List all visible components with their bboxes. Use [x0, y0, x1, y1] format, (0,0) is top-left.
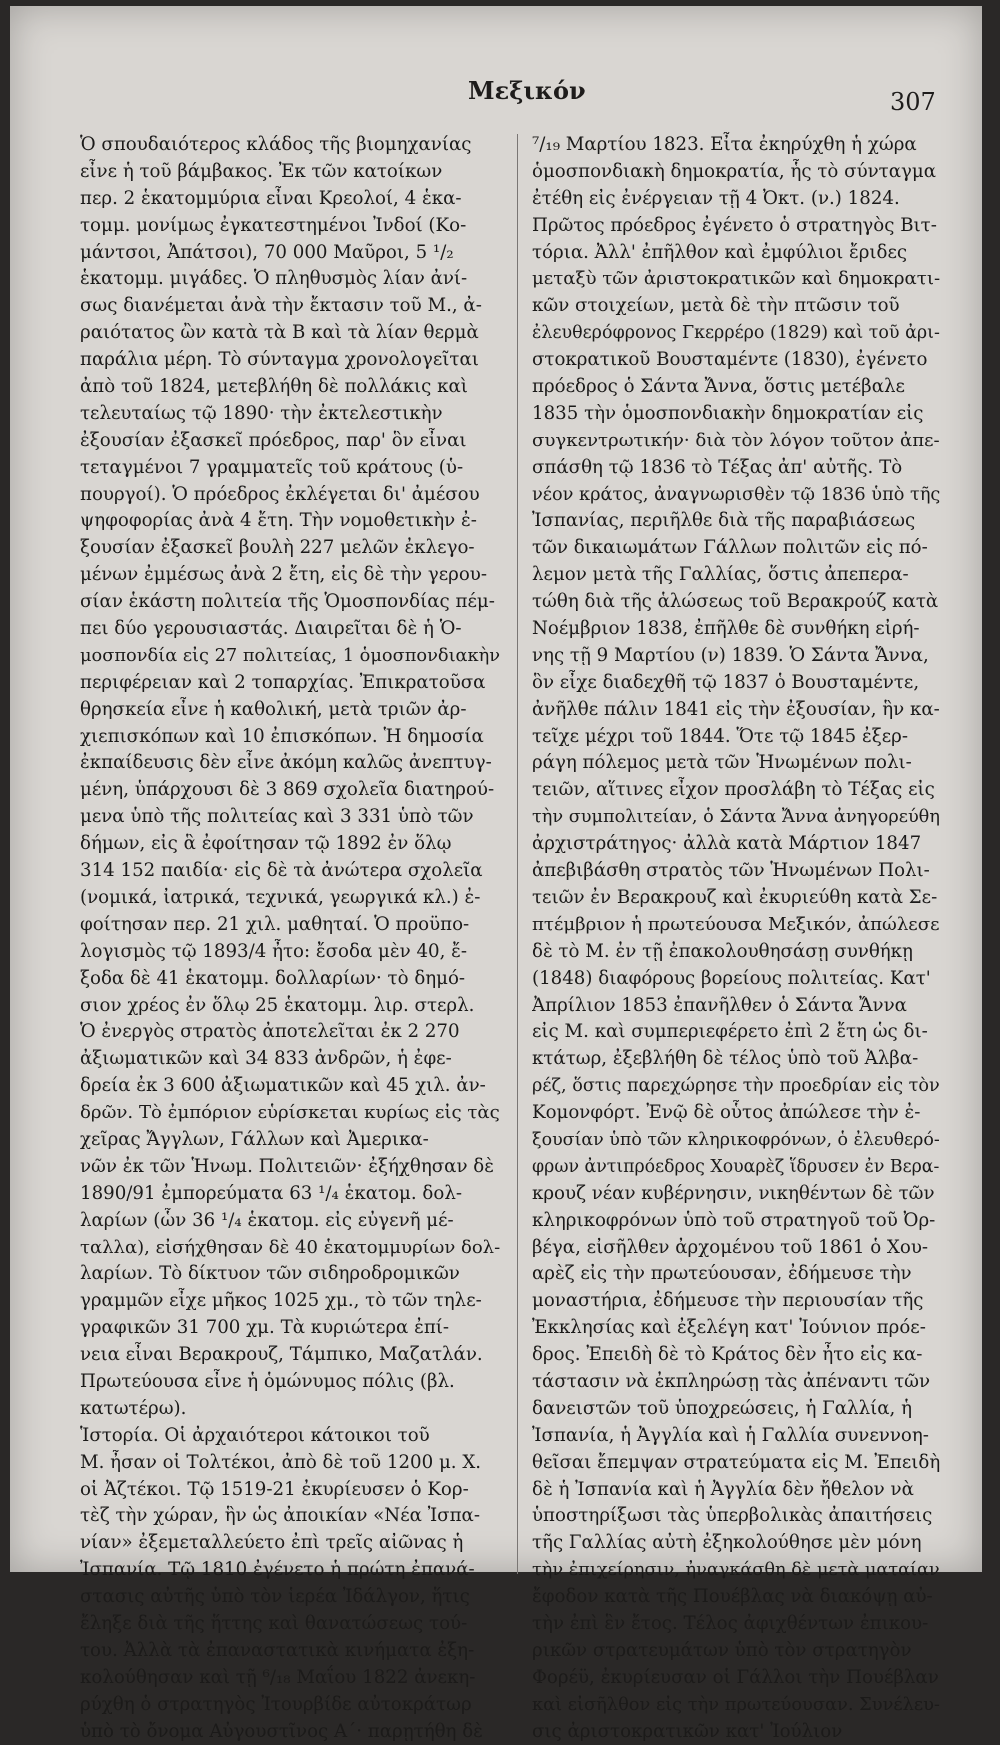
text-line: Ὁ ἐνεργὸς στρατὸς ἀποτελεῖται ἐκ 2 270: [80, 1021, 460, 1043]
text-line: ἀπὸ τοῦ 1824, μετεβλήθη δὲ πολλάκις καὶ: [80, 376, 468, 398]
text-line: 1890/91 ἐμπορεύματα 63 ¹/₄ ἑκατομ. δολ-: [80, 1182, 463, 1204]
text-line: Ἐκκλησίας καὶ ἐξελέγη κατ' Ἰούνιον πρόε-: [532, 1317, 926, 1339]
text-line: θεῖσαι ἔπεμψαν στρατεύματα εἰς Μ. Ἐπειδὴ: [532, 1451, 940, 1473]
text-line: λογισμὸς τῷ 1893/4 ἦτο: ἔσοδα μὲν 40, ἔ-: [80, 940, 468, 962]
text-line: κατωτέρω).: [80, 1397, 187, 1419]
text-line: ἑκατομμ. μιγάδες. Ὁ πληθυσμὸς λίαν ἀνί-: [80, 268, 468, 290]
text-line: χιεπισκόπων καὶ 10 ἐπισκόπων. Ἡ δημοσία: [80, 725, 484, 747]
text-line: περ. 2 ἑκατομμύρια εἶναι Κρεολοί, 4 ἑκα-: [80, 187, 462, 209]
text-line: καὶ εἰσῆλθον εἰς τὴν πρωτεύουσαν. Συνέλευ-: [532, 1693, 940, 1715]
text-line: ἀρχιστράτηγος· ἀλλὰ κατὰ Μάρτιον 1847: [532, 833, 922, 855]
text-line: κτάτωρ, ἐξεβλήθη δὲ τέλος ὑπὸ τοῦ Ἀλβα-: [532, 1048, 919, 1070]
text-line: νης τῇ 9 Μαρτίου (ν) 1839. Ὁ Σάντα Ἄννα,: [532, 644, 929, 666]
text-line: φρων ἀντιπρόεδρος Χουαρὲζ ἵδρυσεν ἐν Βερα-: [532, 1156, 940, 1177]
text-line: οἱ Ἀζτέκοι. Τῷ 1519-21 ἐκυρίευσεν ὁ Κορ-: [80, 1478, 469, 1500]
text-line: τόρια. Ἀλλ' ἐπῆλθον καὶ ἐμφύλιοι ἔριδες: [532, 241, 908, 263]
text-line: ξουσίαν ἐξασκεῖ βουλὴ 227 μελῶν ἐκλεγο-: [80, 537, 475, 559]
text-line: ραιότατος ὢν κατὰ τὰ Β καὶ τὰ λίαν θερμὰ: [80, 322, 479, 344]
text-line: σως διανέμεται ἀνὰ τὴν ἔκτασιν τοῦ Μ., ἀ-: [80, 295, 482, 317]
text-line: σπάσθη τῷ 1836 τὸ Τέξας ἀπ' αὐτῆς. Τὸ: [532, 456, 903, 478]
text-line: Ἀπρίλιον 1853 ἐπανῆλθεν ὁ Σάντα Ἄννα: [532, 994, 907, 1016]
text-line: ἐλευθερόφρονος Γκερρέρο (1829) καὶ τοῦ ἀρι-: [532, 323, 940, 344]
text-line: στοκρατικοῦ Βουσταμέντε (1830), ἐγένετο: [532, 349, 928, 371]
text-line: μοσπονδία εἰς 27 πολιτείας, 1 ὁμοσπονδιακὴν: [80, 645, 500, 666]
text-line: σίαν ἑκάστη πολιτεία τῆς Ὁμοσπονδίας πέμ-: [80, 591, 495, 613]
text-line: Ἱστορία. Οἱ ἀρχαιότεροι κάτοικοι τοῦ: [80, 1424, 430, 1446]
text-line: ράγη πόλεμος μετὰ τῶν Ἡνωμένων πολι-: [532, 752, 912, 774]
text-line: Ἰσπανία, ἡ Ἀγγλία καὶ ἡ Γαλλία συνεννοη-: [532, 1424, 929, 1446]
running-head: Μεξικόν: [468, 76, 586, 105]
text-line: στασις αὐτῆς ὑπὸ τὸν ἱερέα Ἰδάλγον, ἥτις: [80, 1586, 470, 1608]
text-line: ⁷/₁₉ Μαρτίου 1823. Εἶτα ἐκηρύχθη ἡ χώρα: [532, 134, 917, 155]
text-line: 314 152 παιδία· εἰς δὲ τὰ ἀνώτερα σχολεῖα: [80, 860, 483, 882]
text-line: χεῖρας Ἄγγλων, Γάλλων καὶ Ἀμερικα-: [80, 1128, 429, 1150]
text-line: κῶν στοιχείων, μετὰ δὲ τὴν πτῶσιν τοῦ: [532, 295, 900, 317]
text-line: εἰς Μ. καὶ συμπεριεφέρετο ἐπὶ 2 ἔτη ὡς δι-: [532, 1021, 928, 1043]
text-line: συγκεντρωτικήν· διὰ τὸν λόγον τοῦτον ἀπε-: [532, 429, 940, 451]
text-line: Ἰσπανία. Τῷ 1810 ἐγένετο ἡ πρώτη ἐπανά-: [80, 1559, 475, 1581]
text-line: δρος. Ἐπειδὴ δὲ τὸ Κράτος δὲν ἦτο εἰς κα-: [532, 1344, 923, 1366]
text-line: ἀνῆλθε πάλιν 1841 εἰς τὴν ἐξουσίαν, ἣν κα-: [532, 698, 940, 720]
text-line: δανειστῶν τοῦ ὑποχρεώσεις, ἡ Γαλλία, ἡ: [532, 1397, 912, 1419]
text-line: τῆς Γαλλίας αὐτὴ ἐξηκολούθησε μὲν μόνη: [532, 1532, 922, 1554]
column-divider: [517, 134, 518, 1574]
text-line: ρύχθη ὁ στρατηγὸς Ἰτουρβίδε αὐτοκράτωρ: [80, 1693, 472, 1715]
text-line: αρὲζ εἰς τὴν πρωτεύουσαν, ἐδήμευσε τὴν: [532, 1263, 912, 1285]
text-line: Μ. ἦσαν οἱ Τολτέκοι, ἀπὸ δὲ τοῦ 1200 μ. Χ.: [80, 1451, 482, 1473]
text-line: ἐξουσίαν ἐξασκεῖ πρόεδρος, παρ' ὃν εἶναι: [80, 429, 467, 451]
text-line: τὴν ἐπὶ ἓν ἔτος. Τέλος ἀφιχθέντων ἐπικου-: [532, 1612, 929, 1634]
text-line: νίαν» ἐξεμεταλλεύετο ἐπὶ τρεῖς αἰῶνας ἡ: [80, 1532, 464, 1554]
text-line: τειῶν, αἵτινες εἶχον προσλάβη τὸ Τέξας εἰς: [532, 779, 935, 801]
text-line: κολούθησαν καὶ τῇ ⁶/₁₈ Μαΐου 1822 ἀνεκη-: [80, 1666, 476, 1688]
text-line: Νοέμβριον 1838, ἐπῆλθε δὲ συνθήκη εἰρή-: [532, 618, 920, 640]
text-line: τειῶν ἐν Βερακρουζ καὶ ἐκυριεύθη κατὰ Σε-: [532, 886, 938, 908]
text-line: ὑπὸ τὸ ὄνομα Αὐγουστῖνος Α΄· παρῃτήθη δὲ: [80, 1720, 483, 1742]
text-line: μεταξὺ τῶν ἀριστοκρατικῶν καὶ δημοκρατι-: [532, 268, 940, 290]
text-line: κληρικοφρόνων ὑπὸ τοῦ στρατηγοῦ τοῦ Ὀρ-: [532, 1209, 936, 1231]
text-line: (νομικά, ἰατρικά, τεχνικά, γεωργικά κλ.) ἐ-: [80, 886, 481, 908]
text-line: τελευταίως τῷ 1890· τὴν ἐκτελεστικὴν: [80, 402, 443, 424]
text-line: κρουζ νέαν κυβέρνησιν, νικηθέντων δὲ τῶν: [532, 1182, 935, 1204]
text-line: μένων ἐμμέσως ἀνὰ 2 ἔτη, εἰς δὲ τὴν γερου-: [80, 564, 487, 586]
text-line: τὲζ τὴν χώραν, ἣν ὡς ἀποικίαν «Νέα Ἰσπα-: [80, 1505, 480, 1527]
text-line: βέγα, εἰσῆλθεν ἀρχομένου τοῦ 1861 ὁ Χου-: [532, 1236, 929, 1258]
text-line: γραμμῶν εἶχε μῆκος 1025 χμ., τὸ τῶν τηλε-: [80, 1290, 482, 1312]
text-line: Κομονφόρτ. Ἐνῷ δὲ οὗτος ἀπώλεσε τὴν ἐ-: [532, 1102, 921, 1124]
text-line: δρεία ἐκ 3 600 ἀξιωματικῶν καὶ 45 χιλ. ἀν-: [80, 1075, 486, 1097]
text-line: 1835 τὴν ὁμοσπονδιακὴν δημοκρατίαν εἰς: [532, 402, 924, 424]
text-line: μένη, ὑπάρχουσι δὲ 3 869 σχολεῖα διατηρού-: [80, 779, 495, 801]
text-line: δὲ τὸ Μ. ἐν τῇ ἐπακολουθησάσῃ συνθήκῃ: [532, 940, 913, 962]
text-line: Ἰσπανίας, περιῆλθε διὰ τῆς παραβιάσεως: [532, 510, 916, 532]
text-line: νεια εἶναι Βερακρουζ, Τάμπικο, Μαζατλάν.: [80, 1344, 483, 1366]
text-line: πει δύο γερουσιαστάς. Διαιρεῖται δὲ ἡ Ὁ-: [80, 618, 462, 640]
text-line: τὴν ἐπιχείρησιν, ἠναγκάσθη δὲ μετὰ ματαίαν: [532, 1560, 940, 1581]
text-line: τομμ. μονίμως ἐγκατεστημένοι Ἰνδοί (Κο-: [80, 214, 467, 236]
text-line: ξοδα δὲ 41 ἑκατομμ. δολλαρίων· τὸ δημό-: [80, 967, 466, 989]
text-line: πρόεδρος ὁ Σάντα Ἄννα, ὅστις μετέβαλε: [532, 376, 905, 398]
text-line: περιφέρειαν καὶ 2 τοπαρχίας. Ἐπικρατοῦσα: [80, 671, 486, 693]
text-line: ἐτέθη εἰς ἐνέργειαν τῇ 4 Ὀκτ. (ν.) 1824.: [532, 187, 900, 209]
text-line: Πρωτεύουσα εἶνε ἡ ὁμώνυμος πόλις (βλ.: [80, 1370, 455, 1392]
text-line: ἀξιωματικῶν καὶ 34 833 ἀνδρῶν, ἡ ἐφε-: [80, 1048, 452, 1070]
text-line: λεμον μετὰ τῆς Γαλλίας, ὅστις ἀπεπερα-: [532, 564, 909, 586]
text-line: παράλια μέρη. Τὸ σύνταγμα χρονολογεῖται: [80, 349, 479, 371]
text-line: ὁμοσπονδιακὴ δημοκρατία, ἧς τὸ σύνταγμα: [532, 160, 936, 182]
text-line: πουργοί). Ὁ πρόεδρος ἐκλέγεται δι' ἀμέσου: [80, 483, 480, 505]
text-line: νέον κράτος, ἀναγνωρισθὲν τῷ 1836 ὑπὸ τῆς: [532, 484, 940, 505]
text-line: τεταγμένοι 7 γραμματεῖς τοῦ κράτους (ὑ-: [80, 456, 464, 478]
text-line: ρικῶν στρατευμάτων ὑπὸ τὸν στρατηγὸν: [532, 1639, 912, 1661]
text-line: Πρῶτος πρόεδρος ἐγένετο ὁ στρατηγὸς Βιτ-: [532, 214, 937, 236]
text-line: μενα ὑπὸ τῆς πολιτείας καὶ 3 331 ὑπὸ τῶν: [80, 806, 474, 828]
text-line: ρέζ, ὅστις παρεχώρησε τὴν προεδρίαν εἰς τὸν: [532, 1076, 940, 1097]
text-line: σιον χρέος ἐν ὅλῳ 25 ἑκατομμ. λιρ. στερλ.: [80, 994, 475, 1016]
text-line: σις ἀριστοκρατικῶν κατ' Ἰούλιον: [532, 1720, 843, 1742]
text-line: εἶνε ἡ τοῦ βάμβακος. Ἐκ τῶν κατοίκων: [80, 160, 443, 182]
page-number: 307: [890, 88, 936, 116]
text-line: ψηφοφορίας ἀνὰ 4 ἔτη. Τὴν νομοθετικὴν ἐ-: [80, 510, 477, 532]
text-line: μάντσοι, Ἀπάτσοι), 70 000 Μαῦροι, 5 ¹/₂: [80, 241, 454, 263]
text-line: ἀπεβιβάσθη στρατὸς τῶν Ἡνωμένων Πολι-: [532, 860, 930, 882]
text-line: δήμων, εἰς ἃ ἐφοίτησαν τῷ 1892 ἐν ὅλῳ: [80, 833, 452, 855]
text-line: γραφικῶν 31 700 χμ. Τὰ κυριώτερα ἐπί-: [80, 1317, 450, 1339]
text-line: (1848) διαφόρους βορείους πολιτείας. Κατ': [532, 967, 931, 989]
text-line: θρησκεία εἶνε ἡ καθολική, μετὰ τριῶν ἀρ-: [80, 698, 467, 720]
book-page: [10, 6, 982, 1742]
text-line: Φορέϋ, ἐκυρίευσαν οἱ Γάλλοι τὴν Πουέβλαν: [532, 1666, 939, 1688]
left-column: [80, 132, 500, 1745]
text-line: Ὁ σπουδαιότερος κλάδος τῆς βιομηχανίας: [80, 134, 472, 155]
text-line: ταλλα), εἰσήχθησαν δὲ 40 ἑκατομμυρίων δολ-: [80, 1236, 500, 1258]
text-line: ἔφοδον κατὰ τῆς Πουέβλας νὰ διακόψῃ αὐ-: [532, 1586, 933, 1608]
text-line: δὲ ἡ Ἰσπανία καὶ ἡ Ἀγγλία δὲν ἤθελον νὰ: [532, 1478, 914, 1500]
text-line: τῶν δικαιωμάτων Γάλλων πολιτῶν εἰς πό-: [532, 537, 928, 559]
text-line: λαρίων (ὧν 36 ¹/₄ ἑκατομ. εἰς εὐγενῆ μέ-: [80, 1209, 454, 1231]
text-line: φοίτησαν περ. 21 χιλ. μαθηταί. Ὁ προϋπο-: [80, 913, 470, 935]
right-column: [532, 132, 940, 1745]
text-line: του. Ἀλλὰ τὰ ἐπαναστατικὰ κινήματα ἐξη-: [80, 1639, 475, 1661]
text-line: δρῶν. Τὸ ἐμπόριον εὑρίσκεται κυρίως εἰς τὰς: [80, 1102, 500, 1124]
text-line: τὴν συμπολιτείαν, ὁ Σάντα Ἄννα ἀνηγορεύθη: [532, 807, 940, 828]
text-line: πτέμβριον ἡ πρωτεύουσα Μεξικόν, ἀπώλεσε: [532, 913, 940, 935]
text-line: μοναστήρια, ἐδήμευσε τὴν περιουσίαν τῆς: [532, 1290, 924, 1312]
text-line: τάστασιν νὰ ἐκπληρώσῃ τὰς ἀπέναντι τῶν: [532, 1370, 931, 1392]
text-line: ξουσίαν ὑπὸ τῶν κληρικοφρόνων, ὁ ἐλευθερό-: [532, 1129, 940, 1150]
text-line: τώθη διὰ τῆς ἁλώσεως τοῦ Βερακρούζ κατὰ: [532, 591, 939, 613]
text-line: ἔληξε διὰ τῆς ἥττης καὶ θανατώσεως τού-: [80, 1612, 468, 1634]
text-line: τεῖχε μέχρι τοῦ 1844. Ὅτε τῷ 1845 ἐξερ-: [532, 725, 908, 747]
text-line: νῶν ἐκ τῶν Ἡνωμ. Πολιτειῶν· ἐξήχθησαν δὲ: [80, 1155, 494, 1177]
text-line: λαρίων. Τὸ δίκτυον τῶν σιδηροδρομικῶν: [80, 1263, 460, 1285]
text-line: ὃν εἶχε διαδεχθῆ τῷ 1837 ὁ Βουσταμέντε,: [532, 671, 920, 693]
text-line: ἐκπαίδευσις δὲν εἶνε ἀκόμη καλῶς ἀνεπτυγ-: [80, 752, 492, 774]
text-line: ὑποστηρίξωσι τὰς ὑπερβολικὰς ἀπαιτήσεις: [532, 1505, 933, 1527]
